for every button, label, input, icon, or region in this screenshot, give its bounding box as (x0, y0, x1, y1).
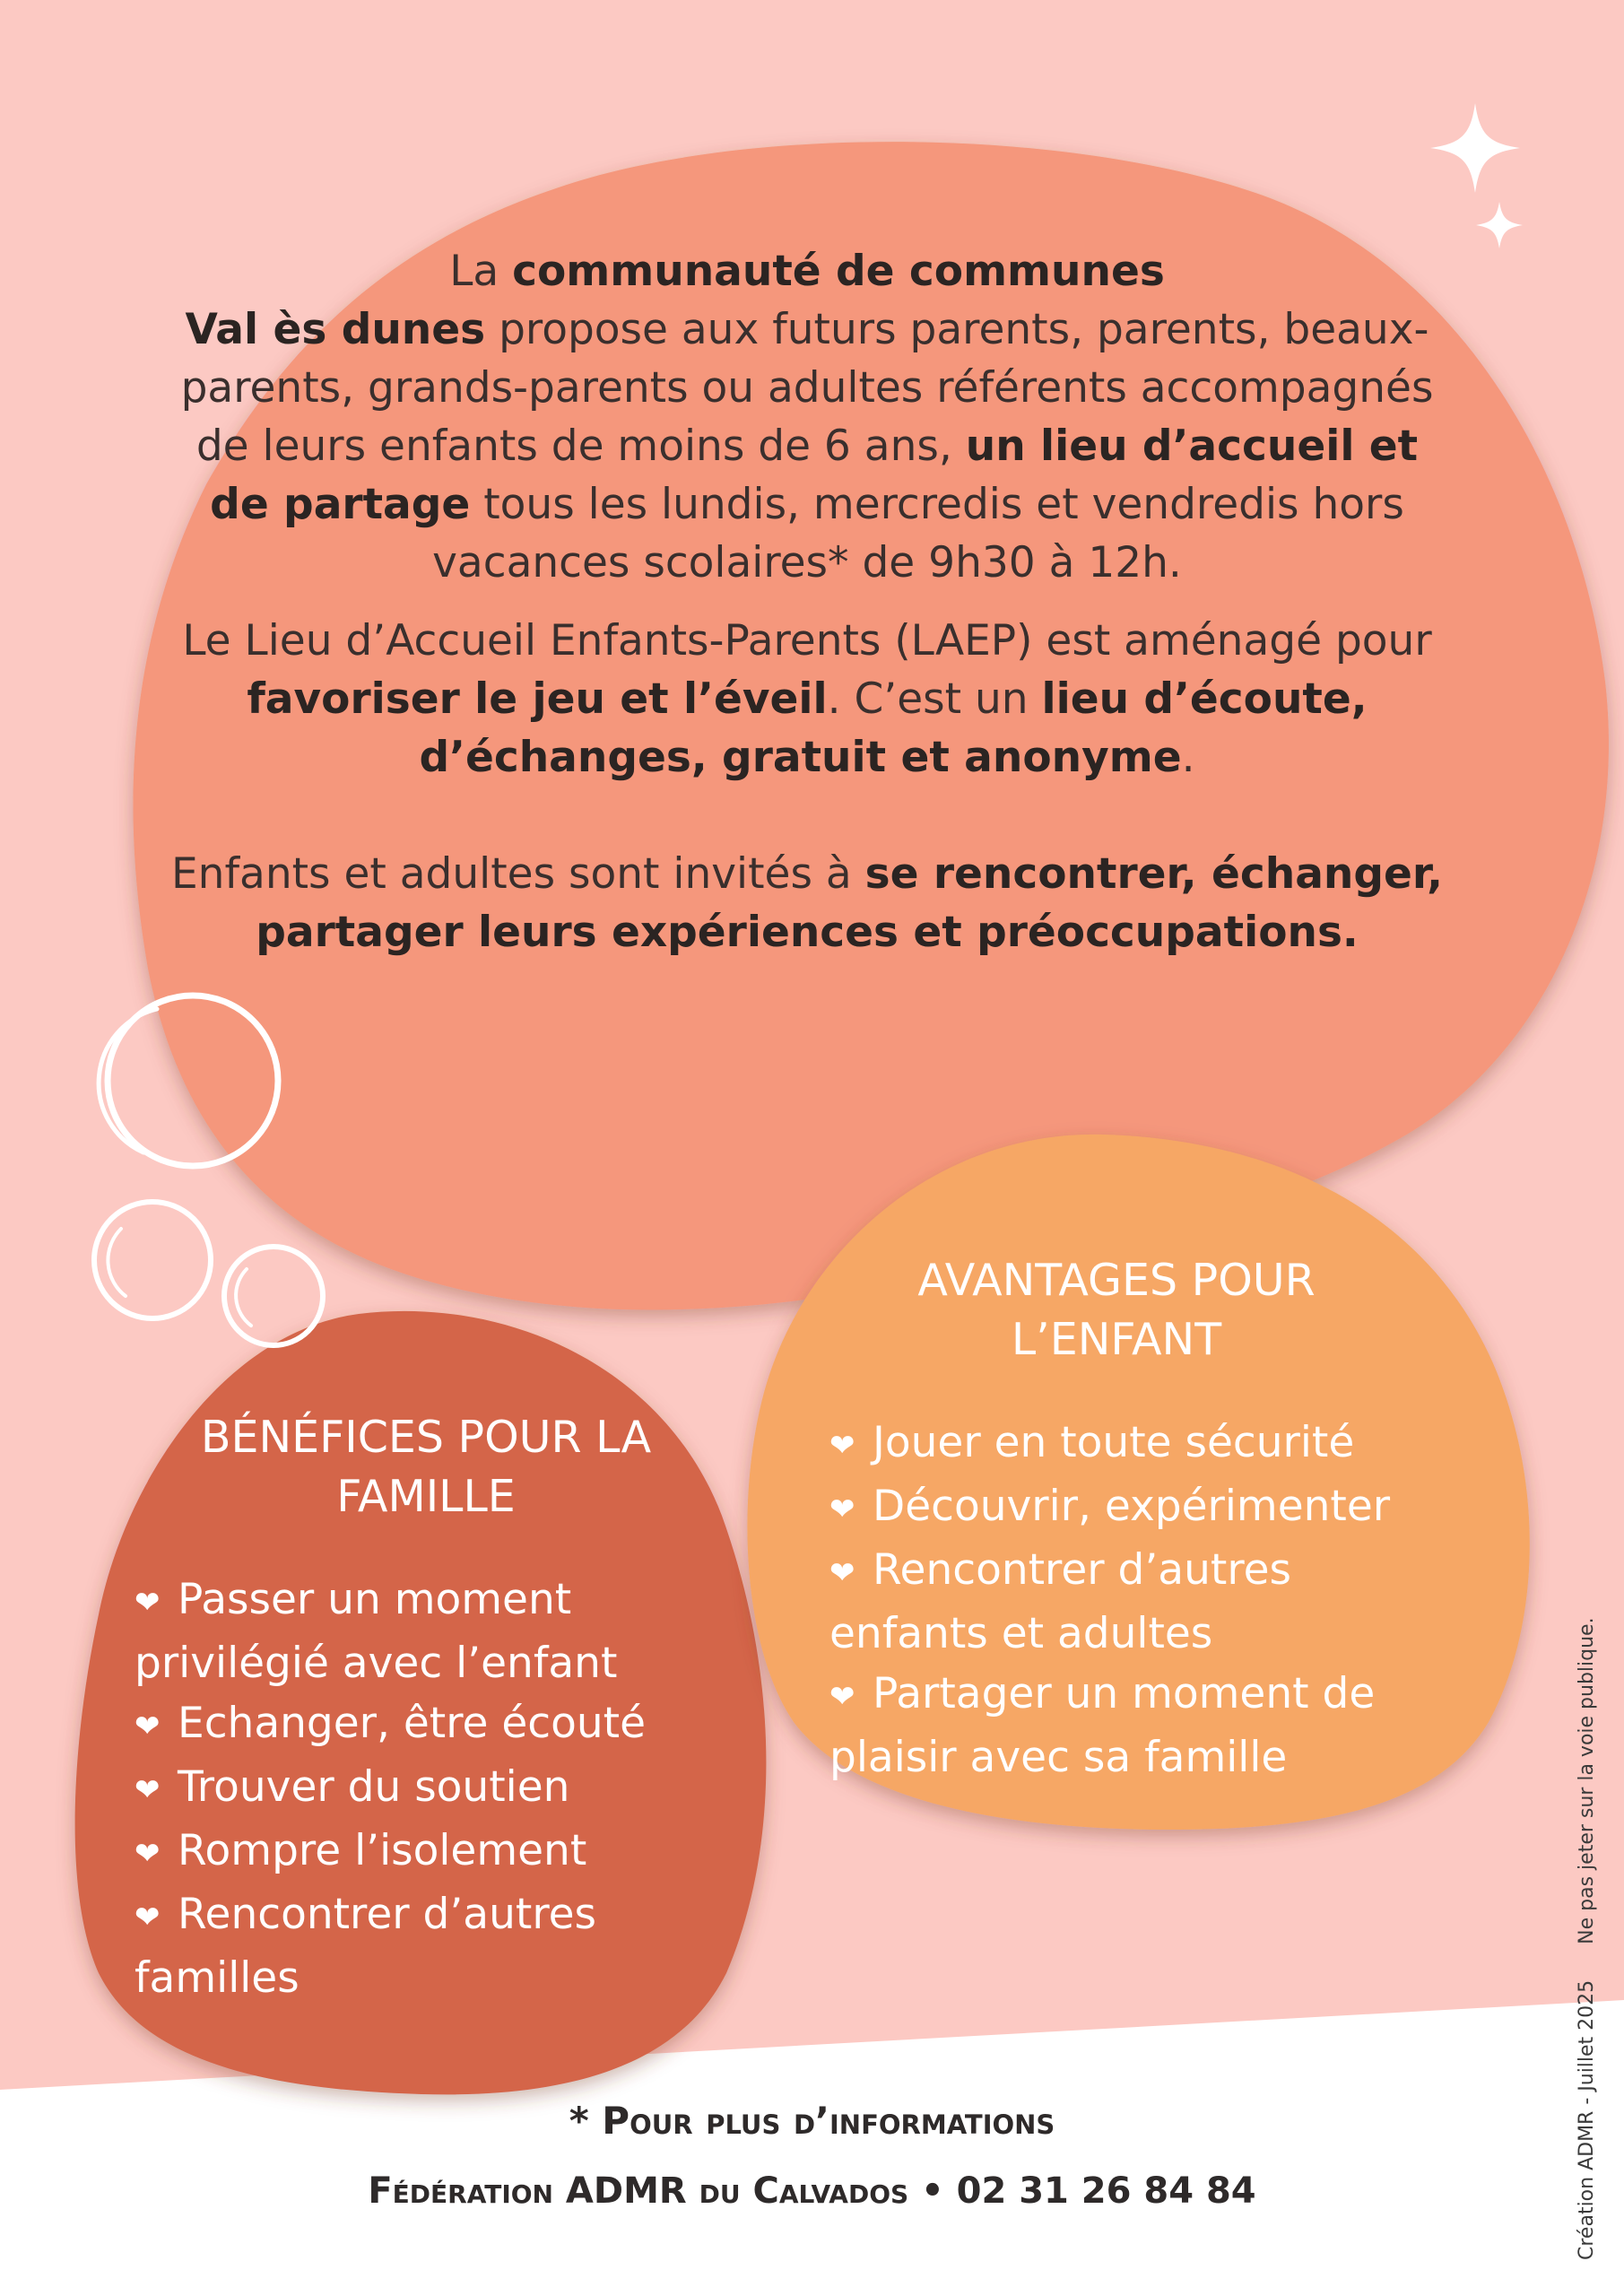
heart-icon: ❤ (829, 1555, 855, 1591)
intro-bold-segment: communauté de communes (512, 247, 1165, 296)
intro-text (170, 242, 1444, 961)
list-item (135, 1821, 726, 1884)
footer-organization: Fédération ADMR du Calvados (368, 2170, 909, 2212)
heart-icon: ❤ (829, 1492, 855, 1527)
list-item-text: Rencontrer d’autres familles (135, 1890, 597, 2003)
list-item (135, 1570, 726, 1693)
intro-bold-segment: un lieu d’accueil et de partage (210, 422, 1419, 529)
list-item (829, 1664, 1403, 1787)
intro-text-segment: . C’est un (827, 674, 1042, 724)
side-credit (1576, 1581, 1598, 2260)
list-item-text: Découvrir, expérimenter (873, 1482, 1391, 1531)
footer-separator: • (908, 2170, 957, 2212)
list-item (829, 1413, 1403, 1476)
intro-text-segment: propose aux futurs parents, parents, beaux-parents, grands-parents ou adultes référents accompagnés de leurs enfants de moins de 6 ans, (180, 305, 1434, 471)
heart-icon: ❤ (829, 1428, 855, 1464)
list-item-text: Jouer en toute sécurité (873, 1418, 1355, 1467)
list-item-text: Trouver du soutien (178, 1762, 570, 1812)
credit-text: Création ADMR - Juillet 2025 (1576, 1979, 1598, 2260)
intro-text-segment: tous les lundis, mercredis et vendredis hors vacances scolaires* de 9h30 à 12h. (432, 480, 1404, 587)
list-item-text: Rencontrer d’autres enfants et adultes (829, 1545, 1292, 1658)
heart-icon: ❤ (135, 1709, 161, 1744)
heart-icon: ❤ (135, 1900, 161, 1935)
benefits-list (135, 1570, 726, 2008)
list-item-text: Rompre l’isolement (178, 1826, 587, 1875)
heart-icon: ❤ (135, 1772, 161, 1808)
intro-text-segment: La (449, 247, 513, 296)
notice-text: Ne pas jeter sur la voie publique. (1576, 1617, 1598, 1944)
list-item-text: Partager un moment de plaisir avec sa famille (829, 1669, 1376, 1782)
heart-icon: ❤ (135, 1836, 161, 1872)
heart-icon: ❤ (135, 1585, 161, 1621)
intro-bold-segment: se rencontrer, échanger, partager leurs expériences et préoccupations. (256, 849, 1444, 957)
list-item (829, 1540, 1403, 1664)
list-item-text: Echanger, être écouté (178, 1699, 647, 1748)
benefits-box (135, 1408, 726, 2008)
benefits-title: BÉNÉFICES POUR LA FAMILLE (200, 1412, 652, 1522)
intro-paragraph-2 (170, 612, 1444, 787)
intro-paragraph-1 (170, 242, 1444, 592)
heart-icon: ❤ (829, 1679, 855, 1715)
advantages-box (829, 1251, 1403, 1787)
sparkle-large-icon (1430, 103, 1520, 193)
intro-text-segment: . (1181, 733, 1195, 782)
intro-text-segment: Enfants et adultes sont invités à (170, 849, 865, 899)
footer-phone[interactable]: 02 31 26 84 84 (956, 2170, 1256, 2212)
intro-bold-segment: favoriser le jeu et l’éveil (247, 674, 828, 724)
list-item (135, 1693, 726, 1757)
advantages-list (829, 1413, 1403, 1787)
list-item (135, 1757, 726, 1821)
list-item (829, 1476, 1403, 1540)
intro-bold-segment: Val ès dunes (185, 305, 486, 354)
intro-bold-segment: lieu d’écoute, d’échanges, gratuit et anonyme (419, 674, 1368, 782)
advantages-title: AVANTAGES POUR L’ENFANT (917, 1255, 1316, 1365)
footer-info-title: * Pour plus d’informations (569, 2099, 1055, 2143)
list-item-text: Passer un moment privilégié avec l’enfant (135, 1575, 618, 1688)
footer-contact (0, 2170, 1624, 2212)
list-item (135, 1884, 726, 2008)
intro-text-segment: Le Lieu d’Accueil Enfants-Parents (LAEP) est aménagé pour (182, 616, 1432, 665)
intro-paragraph-3 (170, 845, 1444, 961)
sparkle-small-icon (1476, 202, 1523, 248)
